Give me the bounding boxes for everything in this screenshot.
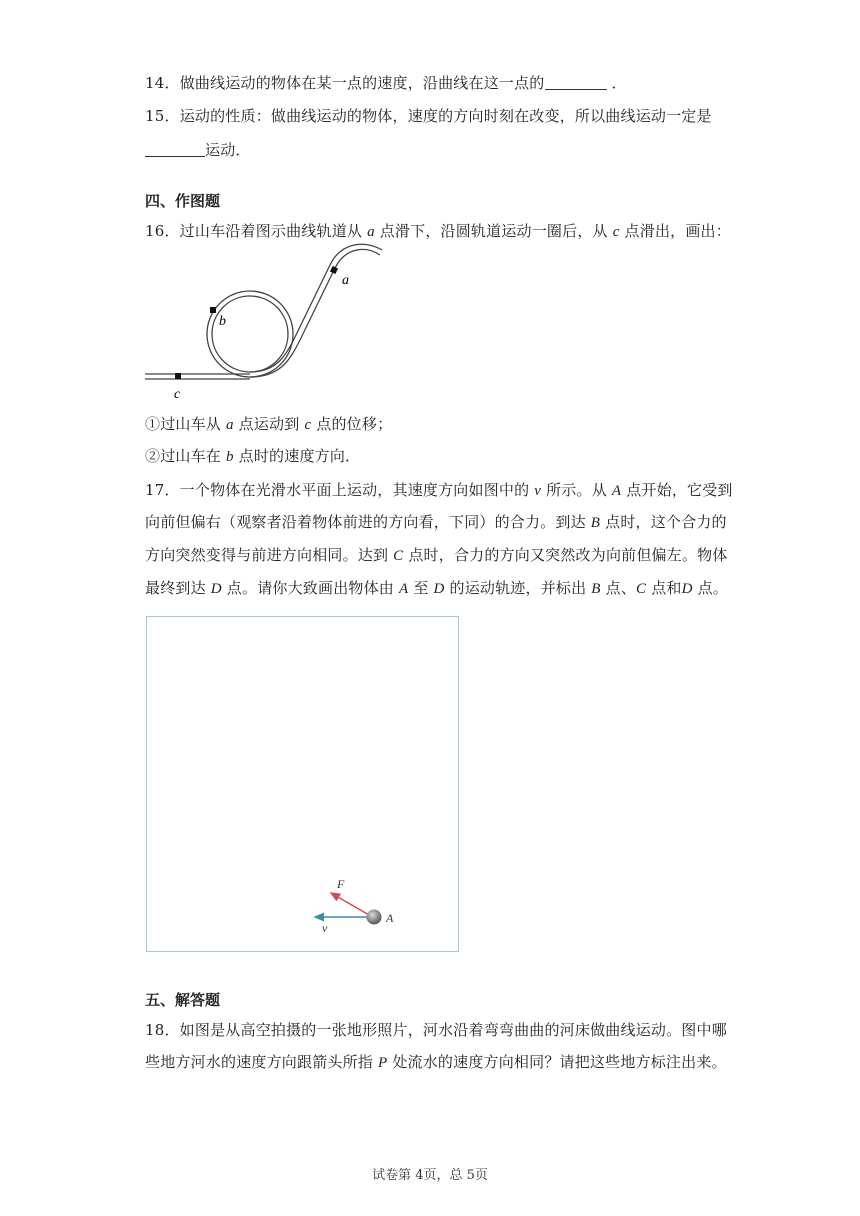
- item-text: 点时的速度方向．: [238, 447, 361, 465]
- force-velocity-figure: [147, 617, 457, 950]
- label-c: c: [174, 387, 181, 402]
- item-text: ②过山车在: [145, 447, 222, 465]
- question-text: 向前但偏右（观察者沿着物体前进的方向看，下同）的合力。到达: [145, 513, 586, 531]
- roller-coaster-figure: [140, 240, 390, 402]
- variable: a: [367, 224, 375, 240]
- variable: C: [393, 548, 404, 564]
- question-text: 点和: [651, 579, 682, 597]
- question-16-item-2: [145, 446, 360, 467]
- question-text: 处流水的速度方向相同？请把这些地方标注出来。: [392, 1053, 727, 1071]
- section-heading-5: 五、解答题: [145, 991, 221, 1009]
- question-15: [145, 106, 712, 126]
- variable: a: [225, 417, 234, 433]
- variable: b: [225, 449, 234, 465]
- marker-a: [330, 266, 338, 274]
- question-text: 至: [413, 579, 429, 597]
- question-text: 所示。从: [546, 481, 607, 499]
- question-16-item-1: [145, 414, 392, 435]
- loop-outer: [207, 291, 293, 377]
- label-A: A: [386, 911, 394, 925]
- marker-b: [210, 307, 216, 313]
- question-17-line-4: [145, 578, 728, 599]
- variable: B: [590, 515, 601, 531]
- question-text: 16．过山车沿着图示曲线轨道从: [145, 222, 363, 240]
- question-text: 点滑下，沿圆轨道运动一圈后，从: [379, 222, 608, 240]
- variable: D: [433, 581, 445, 597]
- variable: D: [210, 581, 222, 597]
- question-text: 做曲线运动的物体在某一点的速度，沿曲线在这一点的: [179, 74, 545, 92]
- variable: C: [636, 581, 647, 597]
- item-text: 点运动到: [238, 415, 300, 433]
- question-text: 的运动轨迹，并标出: [449, 579, 587, 597]
- question-text: 运动的性质：做曲线运动的物体，速度的方向时刻在改变，所以曲线运动一定是: [179, 107, 712, 125]
- question-text: 点开始，它受到: [626, 481, 733, 499]
- variable: c: [304, 417, 312, 433]
- question-text: 18．如图是从高空拍摄的一张地形照片，河水沿着弯弯曲曲的河床做曲线运动。图中哪: [145, 1021, 727, 1039]
- variable: B: [591, 581, 601, 597]
- label-b: b: [219, 314, 226, 329]
- question-text: 运动．: [205, 141, 251, 159]
- question-text: 点时，这个合力的: [605, 513, 727, 531]
- question-text: 最终到达: [145, 579, 206, 597]
- item-text: ①过山车从: [145, 415, 222, 433]
- marker-c: [175, 373, 181, 379]
- question-17-line-1: [145, 480, 733, 501]
- loop-inner: [212, 296, 288, 372]
- answer-blank: [145, 142, 205, 157]
- variable: P: [377, 1055, 388, 1071]
- label-v: v: [322, 921, 328, 935]
- section-heading-4: 四、作图题: [145, 192, 221, 210]
- label-F: F: [337, 877, 345, 891]
- variable: v: [534, 483, 542, 499]
- question-text: 些地方河水的速度方向跟箭头所指: [145, 1053, 374, 1071]
- question-16: [145, 221, 731, 242]
- question-15-line2: [145, 140, 251, 160]
- question-text: 点。请你大致画出物体由: [226, 579, 394, 597]
- object-ball: [367, 910, 382, 925]
- question-number: 15．: [145, 107, 180, 125]
- answer-blank: [545, 75, 607, 90]
- question-17-line-2: [145, 512, 727, 533]
- variable: A: [611, 483, 622, 499]
- question-18-line-1: [145, 1020, 727, 1040]
- item-text: 点的位移；: [316, 415, 393, 433]
- variable: c: [612, 224, 620, 240]
- question-text: 点滑出，画出：: [624, 222, 731, 240]
- question-text: 点、: [605, 579, 637, 597]
- drawing-area-frame: [146, 616, 459, 952]
- force-arrow: [331, 893, 369, 915]
- question-14: [145, 73, 627, 93]
- question-text: 点时，合力的方向又突然改为向前但偏左。物体: [408, 546, 728, 564]
- label-a: a: [342, 273, 349, 288]
- page-footer: 试卷第 4页，总 5页: [372, 1168, 488, 1183]
- question-number: 14．: [145, 74, 180, 92]
- ramp-outer: [250, 249, 380, 377]
- punctuation: ．: [611, 74, 627, 92]
- question-17-line-3: [145, 545, 728, 566]
- variable: A: [398, 581, 409, 597]
- question-text: 点。: [697, 579, 729, 597]
- question-text: 17．一个物体在光滑水平面上运动，其速度方向如图中的: [145, 481, 530, 499]
- question-18-line-2: [145, 1052, 727, 1073]
- variable: D: [681, 581, 693, 597]
- question-text: 方向突然变得与前进方向相同。达到: [145, 546, 389, 564]
